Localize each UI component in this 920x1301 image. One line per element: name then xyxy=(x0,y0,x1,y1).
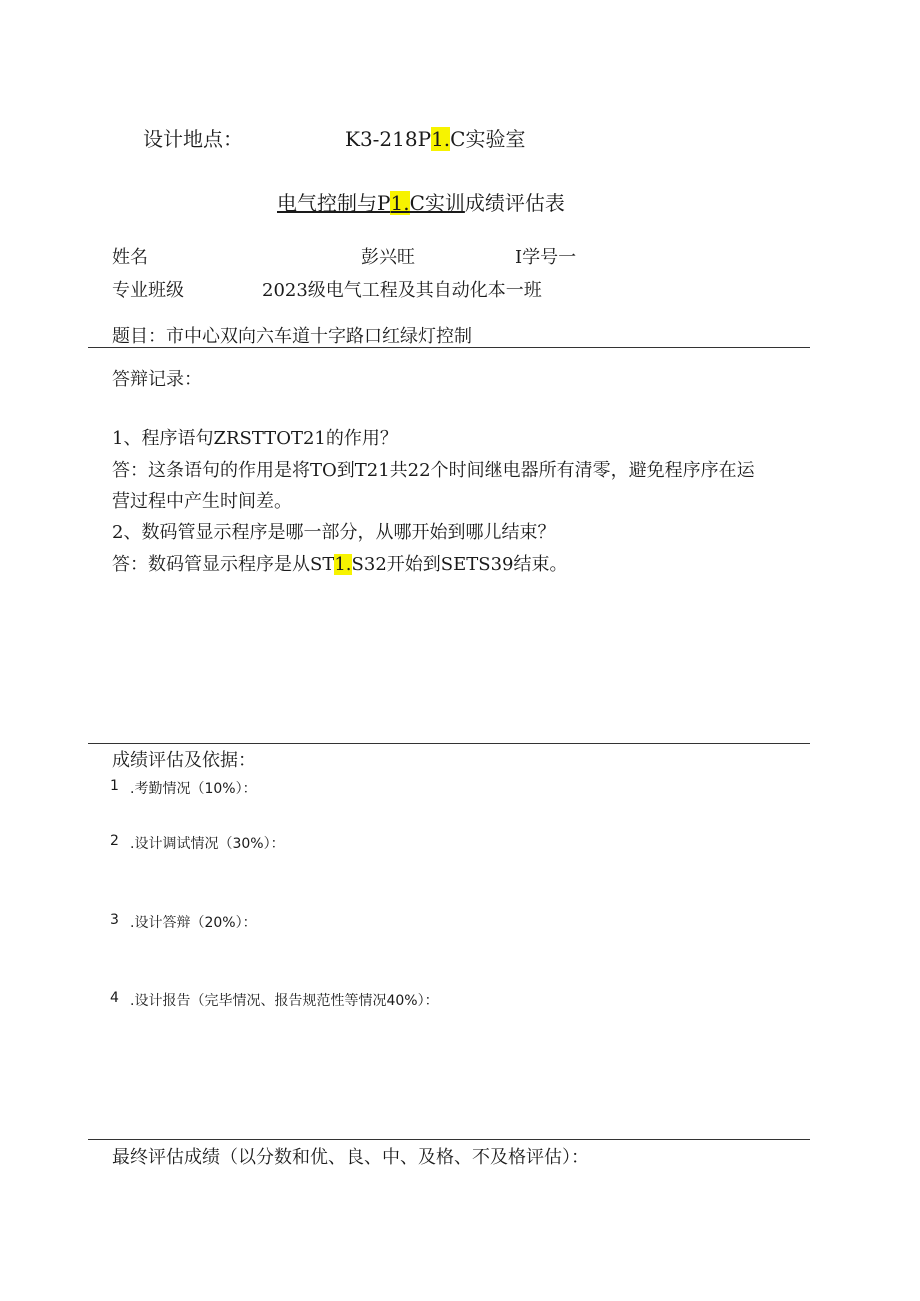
evaluation-item-3-num: 3 xyxy=(110,912,119,928)
evaluation-item-2-text: .设计调试情况（30%）： xyxy=(130,836,285,852)
name-value: 彭兴旺 xyxy=(361,247,415,268)
title-underlined xyxy=(277,191,465,215)
defense-answer-1-line2: 营过程中产生时间差。 xyxy=(112,491,292,512)
divider-topic xyxy=(88,347,810,348)
defense-answer-2-highlight: 1. xyxy=(334,554,352,575)
final-evaluation: 最终评估成绩（以分数和优、良、中、及格、不及格评估）： xyxy=(112,1147,589,1168)
defense-answer-2-post: S32开始到SETS39结束。 xyxy=(351,554,568,575)
title-highlight: 1. xyxy=(390,191,410,215)
defense-answer-2-pre: 答：数码管显示程序是从ST xyxy=(112,554,335,575)
location-value-post: C实验室 xyxy=(450,127,526,151)
defense-heading: 答辩记录： xyxy=(112,369,202,390)
evaluation-item-4-text: .设计报告（完毕情况、报告规范性等情况40%）： xyxy=(130,993,439,1009)
location-value xyxy=(345,123,525,152)
defense-question-2: 2、数码管显示程序是哪一部分，从哪开始到哪儿结束？ xyxy=(112,522,556,543)
defense-question-1: 1、程序语句ZRSTTOT21的作用？ xyxy=(112,428,398,449)
topic: 题目：市中心双向六车道十字路口红绿灯控制 xyxy=(112,326,472,347)
page-title xyxy=(277,187,565,216)
evaluation-item-1-num: 1 xyxy=(110,778,119,794)
title-mid: C实训 xyxy=(409,191,465,215)
location-value-highlight: 1. xyxy=(431,127,451,151)
title-post: 成绩评估表 xyxy=(464,191,565,215)
divider-final xyxy=(88,1139,810,1140)
class-label: 专业班级 xyxy=(112,280,184,301)
evaluation-item-1-text: .考勤情况（10%）： xyxy=(130,781,257,797)
name-label: 姓名 xyxy=(112,247,148,268)
divider-evaluation xyxy=(88,743,810,744)
evaluation-item-2-num: 2 xyxy=(110,833,119,849)
student-id-label: I学号一 xyxy=(515,247,577,268)
defense-answer-1-line1: 答：这条语句的作用是将TO到T21共22个时间继电器所有清零，避免程序序在运 xyxy=(112,460,755,481)
defense-answer-2 xyxy=(112,550,567,576)
evaluation-heading: 成绩评估及依据： xyxy=(112,750,256,771)
location-label: 设计地点： xyxy=(143,127,243,151)
class-value: 2023级电气工程及其自动化本一班 xyxy=(262,280,542,301)
evaluation-item-4-num: 4 xyxy=(110,990,119,1006)
title-pre: 电气控制与P xyxy=(277,191,391,215)
evaluation-item-3-text: .设计答辩（20%）： xyxy=(130,915,257,931)
location-value-pre: K3-218P xyxy=(345,127,432,151)
